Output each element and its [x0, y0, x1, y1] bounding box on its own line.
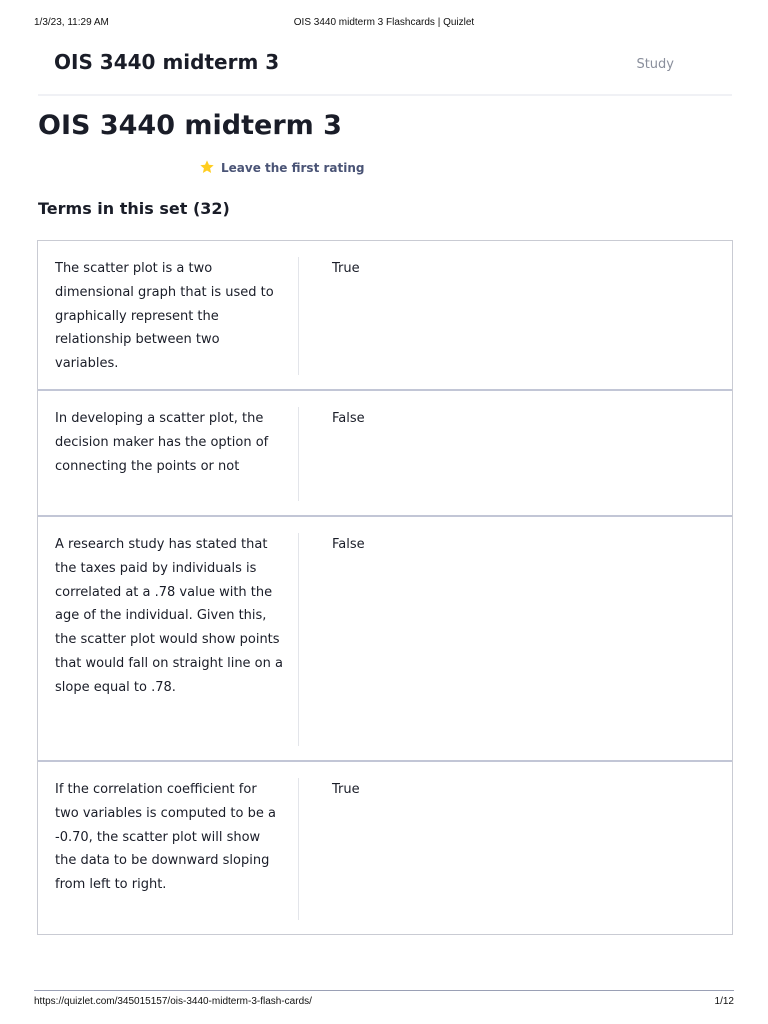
term-row: [38, 391, 732, 517]
set-name: OIS 3440 midterm 3: [54, 50, 280, 74]
term-row: [38, 517, 732, 762]
term-text: The scatter plot is a two dimensional graph that is used to graphically represent the relationship between two variables.: [55, 261, 274, 372]
rating-link[interactable]: [199, 159, 364, 177]
terms-list: [37, 240, 733, 935]
term-row: [38, 762, 732, 934]
terms-heading: Terms in this set (32): [38, 199, 230, 218]
column-divider: [298, 533, 299, 746]
term-text: In developing a scatter plot, the decision maker has the option of connecting the points or not: [55, 411, 269, 474]
column-divider: [298, 778, 299, 920]
print-date: 1/3/23, 11:29 AM: [34, 17, 109, 28]
term-text: A research study has stated that the taxes paid by individuals is correlated at a .78 value with the age of the individual. Given this, the scatter plot would show points that would fall on straight line on a slope equal to .78.: [55, 537, 283, 695]
column-divider: [298, 257, 299, 375]
star-icon: [199, 159, 215, 175]
page-title: OIS 3440 midterm 3: [38, 110, 342, 141]
term-row: [38, 241, 732, 391]
top-bar: [38, 46, 732, 96]
term-definition: False: [332, 537, 365, 552]
print-header: [34, 17, 734, 31]
term-definition: False: [332, 411, 365, 426]
print-footer: [34, 990, 734, 1011]
rating-label: Leave the first rating: [221, 161, 365, 175]
print-doc-title: OIS 3440 midterm 3 Flashcards | Quizlet: [293, 17, 475, 28]
page-number: 1/12: [714, 996, 734, 1007]
term-definition: True: [332, 782, 360, 797]
column-divider: [298, 407, 299, 501]
term-definition: True: [332, 261, 360, 276]
term-text: If the correlation coefficient for two variables is computed to be a -0.70, the scatter plot will show the data to be downward sloping from left to right.: [55, 782, 276, 893]
study-link[interactable]: Study: [636, 57, 674, 72]
print-url[interactable]: https://quizlet.com/345015157/ois-3440-midterm-3-flash-cards/: [34, 996, 312, 1007]
